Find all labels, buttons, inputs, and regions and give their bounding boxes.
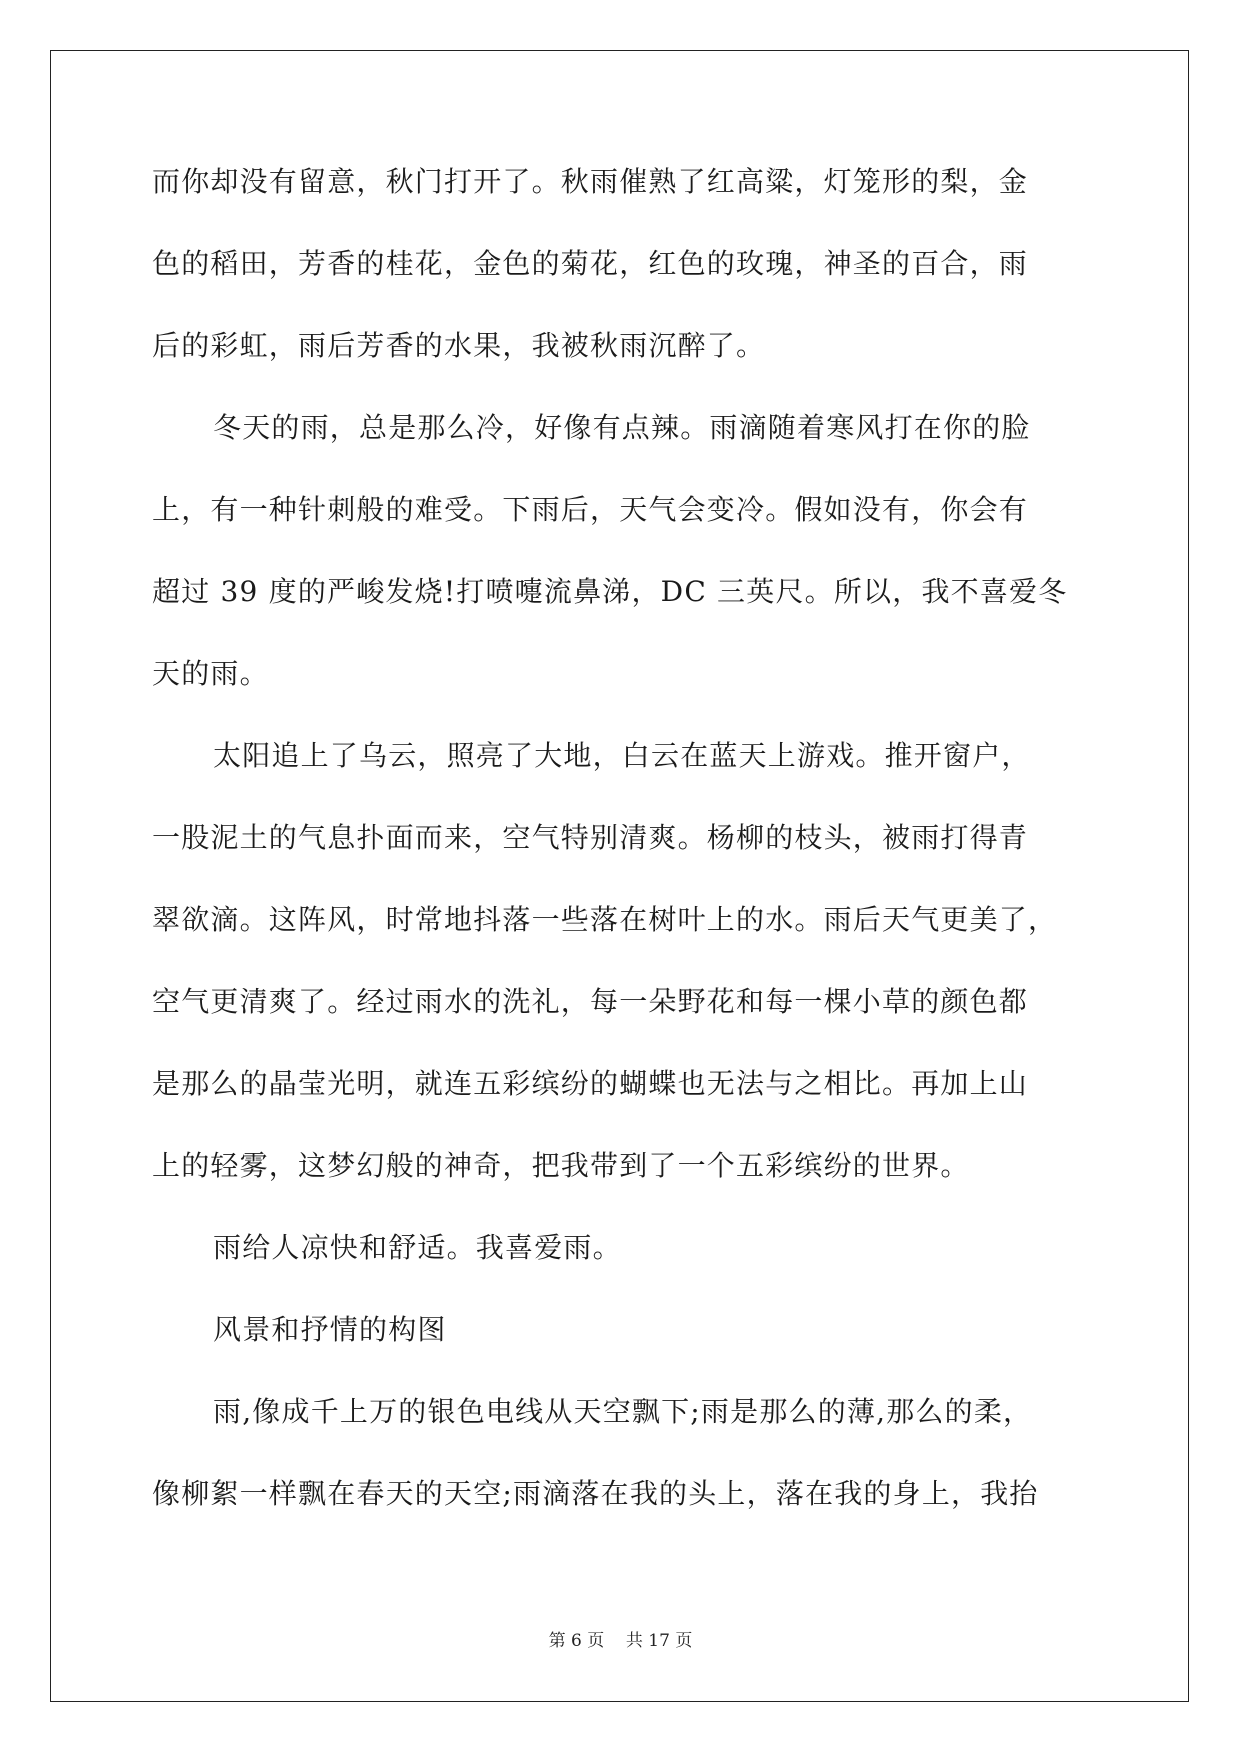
text-line: 超过 39 度的严峻发烧!打喷嚏流鼻涕，DC 三英尺。所以，我不喜爱冬 — [152, 575, 1068, 608]
text-line: 像柳絮一样飘在春天的天空;雨滴落在我的头上，落在我的身上，我抬 — [152, 1477, 1039, 1510]
text-line: 上，有一种针刺般的难受。下雨后，天气会变冷。假如没有，你会有 — [152, 493, 1029, 526]
text-line: 天的雨。 — [152, 657, 269, 690]
text-line: 色的稻田，芳香的桂花，金色的菊花，红色的玫瑰，神圣的百合，雨 — [152, 247, 1029, 280]
text-line: 上的轻雾，这梦幻般的神奇，把我带到了一个五彩缤纷的世界。 — [152, 1149, 970, 1182]
text-line: 风景和抒情的构图 — [213, 1313, 447, 1346]
text-line: 而你却没有留意，秋门打开了。秋雨催熟了红高粱，灯笼形的梨，金 — [152, 165, 1029, 198]
document-body — [152, 164, 1097, 1558]
text-line: 冬天的雨，总是那么冷，好像有点辣。雨滴随着寒风打在你的脸 — [213, 411, 1031, 444]
text-line: 雨给人凉快和舒适。我喜爱雨。 — [213, 1231, 622, 1264]
text-line: 后的彩虹，雨后芳香的水果，我被秋雨沉醉了。 — [152, 329, 766, 362]
text-line: 空气更清爽了。经过雨水的洗礼，每一朵野花和每一棵小草的颜色都 — [152, 985, 1029, 1018]
page-footer: 第 6 页 共 17 页 — [548, 1631, 693, 1651]
text-line: 是那么的晶莹光明，就连五彩缤纷的蝴蝶也无法与之相比。再加上山 — [152, 1067, 1029, 1100]
text-line: 太阳追上了乌云，照亮了大地，白云在蓝天上游戏。推开窗户， — [213, 739, 1031, 772]
text-line: 一股泥土的气息扑面而来，空气特别清爽。杨柳的枝头，被雨打得青 — [152, 821, 1029, 854]
text-line: 雨,像成千上万的银色电线从天空飘下;雨是那么的薄,那么的柔， — [213, 1395, 1033, 1428]
text-line: 翠欲滴。这阵风，时常地抖落一些落在树叶上的水。雨后天气更美了， — [152, 903, 1058, 936]
